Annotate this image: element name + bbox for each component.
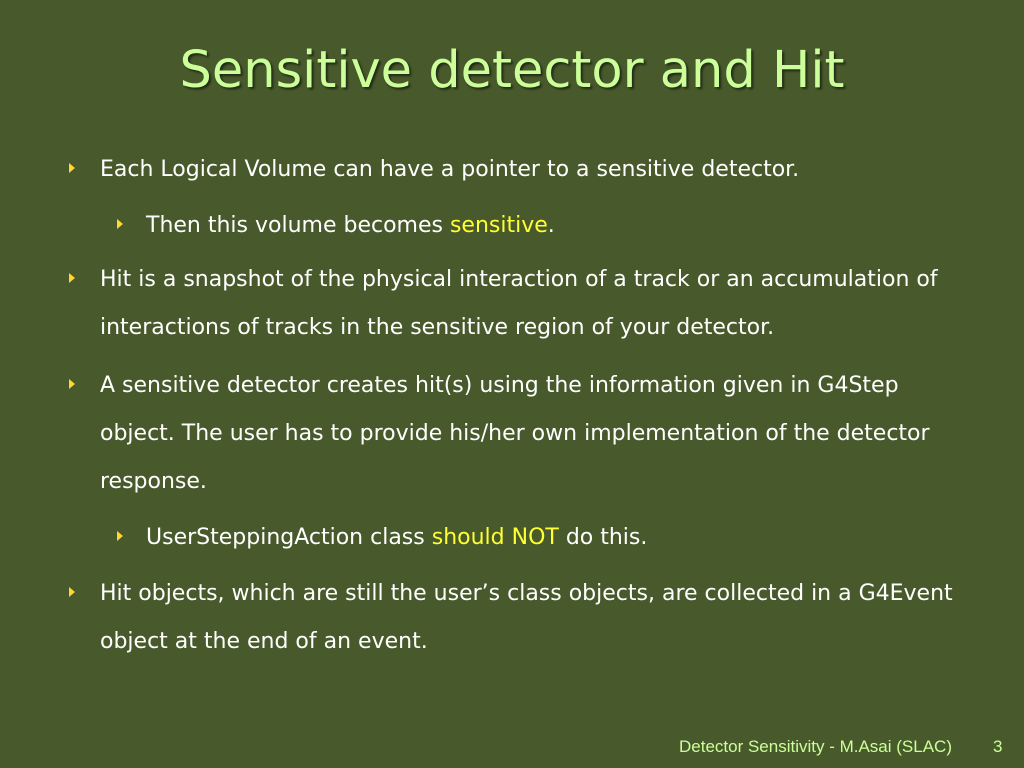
triangle-right-icon xyxy=(117,531,123,541)
bullet-1 xyxy=(100,146,980,194)
sub-bullet-2-text-a: UserSteppingAction class xyxy=(146,525,432,550)
triangle-right-icon xyxy=(69,273,75,283)
bullet-4 xyxy=(100,570,980,666)
sub-bullet-1-text-c: . xyxy=(547,213,555,238)
sub-bullet-2 xyxy=(146,514,986,562)
bullet-3-text: A sensitive detector creates hit(s) using the information given in G4Step object. The user has to provide his/her own implementation of the detector response. xyxy=(100,373,930,494)
triangle-right-icon xyxy=(69,587,75,597)
page-number: 3 xyxy=(993,737,1003,756)
highlight-sensitive: sensitive xyxy=(449,213,548,238)
bullet-3 xyxy=(100,362,980,506)
highlight-should-not: should NOT xyxy=(431,525,559,550)
sub-bullet-1 xyxy=(146,202,986,250)
triangle-right-icon xyxy=(117,219,123,229)
bullet-4-text: Hit objects, which are still the user’s class objects, are collected in a G4Event object at the end of an event. xyxy=(100,581,953,654)
sub-bullet-1-text-a: Then this volume becomes xyxy=(146,213,450,238)
triangle-right-icon xyxy=(69,163,75,173)
bullet-1-text: Each Logical Volume can have a pointer to a sensitive detector. xyxy=(100,157,800,182)
sub-bullet-2-text-c: do this. xyxy=(558,525,648,550)
triangle-right-icon xyxy=(69,379,75,389)
slide-title: Sensitive detector and Hit xyxy=(179,41,845,100)
bullet-2 xyxy=(100,256,980,352)
bullet-2-text: Hit is a snapshot of the physical interaction of a track or an accumulation of interactions of tracks in the sensitive region of your detector. xyxy=(100,267,938,340)
footer-text: Detector Sensitivity - M.Asai (SLAC) xyxy=(678,737,952,756)
